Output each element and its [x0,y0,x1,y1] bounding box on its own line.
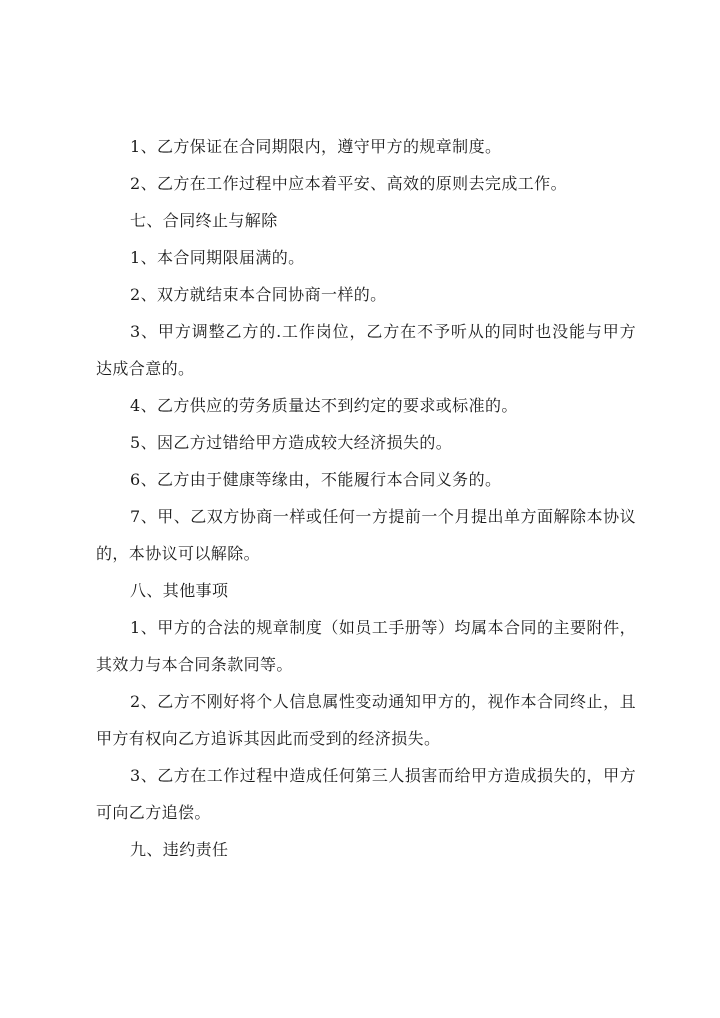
clause-paragraph: 2、乙方在工作过程中应本着平安、高效的原则去完成工作。 [130,174,567,193]
clause-paragraph: 1、本合同期限届满的。 [130,248,305,267]
clause-paragraph: 2、双方就结束本合同协商一样的。 [130,285,387,304]
clause-paragraph: 2、乙方不刚好将个人信息属性变动通知甲方的，视作本合同终止，且甲方有权向乙方追诉其因此而受到的经济损失。 [96,692,636,748]
section-heading: 八、其他事项 [130,581,229,600]
clause-paragraph: 4、乙方供应的劳务质量达不到约定的要求或标准的。 [130,396,518,415]
clause-paragraph: 1、甲方的合法的规章制度（如员工手册等）均属本合同的主要附件，其效力与本合同条款同等。 [96,618,636,674]
section-heading: 九、违约责任 [130,840,229,859]
clause-paragraph: 1、乙方保证在合同期限内，遵守甲方的规章制度。 [130,137,502,156]
clause-paragraph: 3、乙方在工作过程中造成任何第三人损害而给甲方造成损失的，甲方可向乙方追偿。 [96,766,636,822]
clause-paragraph: 6、乙方由于健康等缘由，不能履行本合同义务的。 [130,470,502,489]
clause-paragraph: 3、甲方调整乙方的.工作岗位，乙方在不予听从的同时也没能与甲方达成合意的。 [96,322,636,378]
clause-paragraph: 7、甲、乙双方协商一样或任何一方提前一个月提出单方面解除本协议的，本协议可以解除。 [96,507,636,563]
document-body [96,128,636,868]
clause-paragraph: 5、因乙方过错给甲方造成较大经济损失的。 [130,433,453,452]
section-heading: 七、合同终止与解除 [130,211,278,230]
